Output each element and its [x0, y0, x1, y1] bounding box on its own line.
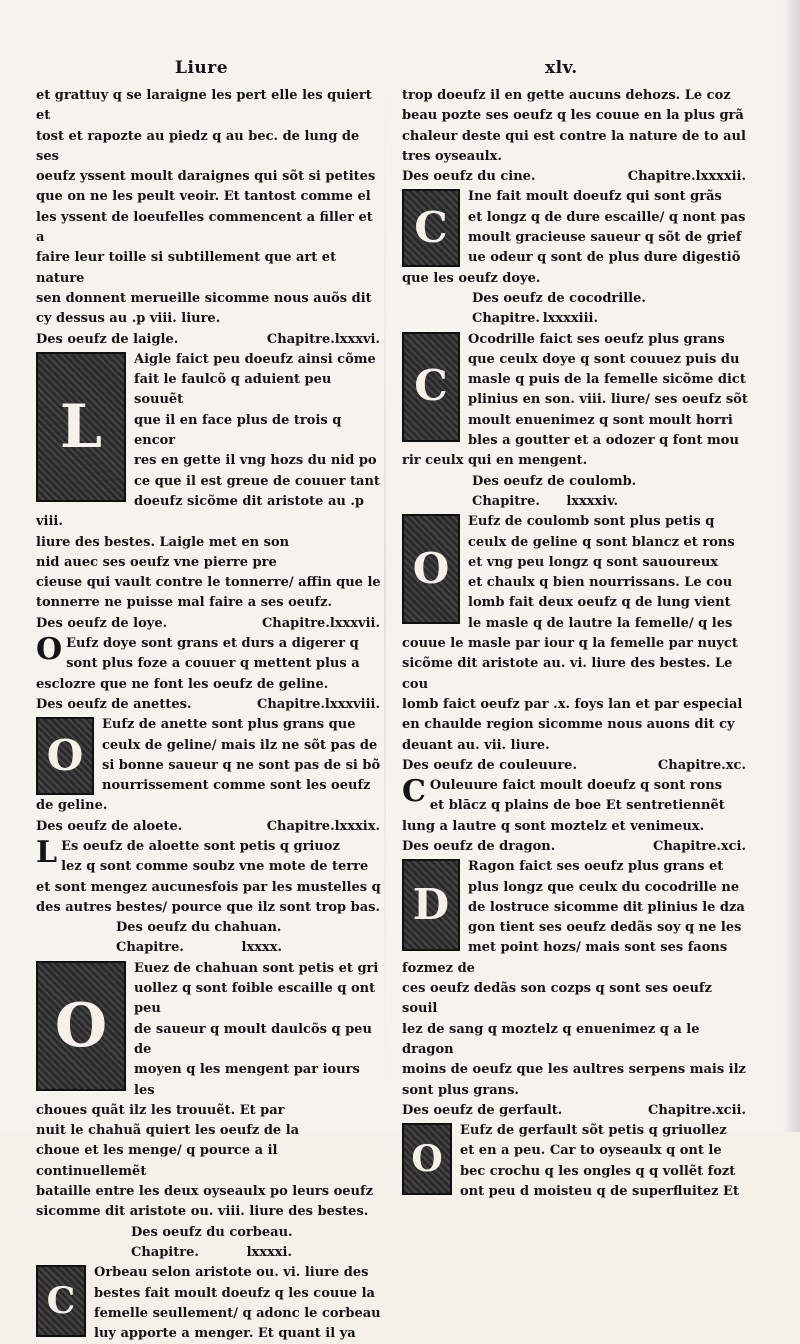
intro-paragraph	[402, 86, 748, 167]
section-title: Des oeufz du corbeau.	[131, 1224, 293, 1240]
text-line: lez q sont comme soubz vne mote de terre	[61, 859, 369, 875]
text-line: cy dessus au .p viii. liure.	[36, 311, 221, 327]
section-heading	[402, 837, 748, 857]
text-line: ue odeur q sont de plus dure digestiõ	[468, 250, 741, 266]
text-line: lung a lautre q sont moztelz et venimeux.	[402, 818, 705, 834]
section-title: Des oeufz de loye.	[36, 615, 168, 631]
text-line: ceulx de geline/ mais ilz ne sõt pas de	[102, 737, 378, 753]
text-line: et grattuy q se laraigne les pert elle les quiert et	[36, 88, 372, 124]
chapter-number: lxxxxiii.	[542, 311, 598, 327]
section-body	[36, 634, 382, 695]
text-line: et sont mengez aucunesfois par les mustelles q	[36, 879, 381, 895]
section-body	[402, 187, 748, 288]
section-title: Des oeufz de aloete.	[36, 818, 183, 834]
text-line: trop doeufz il en gette aucuns dehozs. Le coz	[402, 88, 731, 103]
section-body	[36, 1263, 382, 1344]
text-line: moult gracieuse saueur q sõt de grief	[468, 230, 742, 246]
text-line: si bonne saueur q ne sont pas de si bõ	[102, 757, 381, 773]
text-line: en chaulde region sicomme nous auons dit cy	[402, 717, 735, 733]
right-column	[402, 86, 748, 1202]
chapter-label: Chapitre.lxxxvi.	[266, 331, 380, 347]
section-body	[36, 959, 382, 1223]
running-head-right: xlv.	[545, 58, 578, 78]
text-line: Euez de chahuan sont petis et gri	[134, 960, 379, 976]
text-line: que on ne les peult veoir. Et tantost comme el	[36, 189, 371, 205]
text-line: choue et les menge/ q pource a il continuellemẽt	[36, 1143, 278, 1179]
initial-letter: C	[402, 776, 426, 810]
text-line: Orbeau selon aristote ou. vi. liure des	[94, 1265, 369, 1281]
text-line: femelle seullement/ q adonc le corbeau	[94, 1305, 381, 1321]
text-line: Eufz de gerfault sõt petis q griuollez	[460, 1123, 727, 1139]
section-text	[36, 837, 382, 918]
chapter-label: Chapitre.lxxxvii.	[261, 615, 380, 631]
decorated-initial: O	[36, 961, 126, 1091]
text-line: sicõme dit aristote au. vi. liure des bestes. Le cou	[402, 656, 733, 692]
text-line: que les oeufz doye.	[402, 270, 541, 286]
text-line: nid auec ses oeufz vne pierre pre	[36, 554, 277, 570]
section-heading	[36, 918, 382, 938]
text-line: met point hozs/ mais sont ses faons fozmez de	[402, 940, 728, 976]
text-line: plinius en son. viii. liure/ ses oeufz sõt	[468, 392, 748, 408]
text-line: sen donnent merueille sicomme nous auõs dit	[36, 290, 372, 306]
text-line: lomb faict oeufz par .x. foys lan et par especial	[402, 696, 743, 712]
decorated-initial: O	[402, 514, 460, 624]
decorated-initial: C	[402, 332, 460, 442]
text-line: fait le faulcõ q aduient peu souuẽt	[134, 372, 332, 408]
text-line: esclozre que ne font les oeufz de geline.	[36, 676, 329, 692]
section-heading	[36, 614, 382, 634]
text-line: uollez q sont foible escaille q ont peu	[134, 981, 376, 1017]
section-heading	[36, 1223, 382, 1243]
text-line: oeufz yssent moult daraignes qui sõt si petites	[36, 169, 376, 185]
section-heading	[402, 289, 748, 309]
text-line: sont plus foze a couuer q mettent plus a	[66, 656, 360, 672]
text-line: sicomme dit aristote ou. viii. liure des bestes.	[36, 1204, 369, 1220]
text-line: et en a peu. Car to oyseaulx q ont le	[460, 1143, 722, 1159]
section-body	[402, 1121, 748, 1202]
text-line: Es oeufz de aloette sont petis q griuoz	[61, 838, 340, 854]
text-line: Aigle faict peu doeufz ainsi cõme	[134, 351, 376, 367]
section-body	[36, 350, 382, 614]
text-line: tres oyseaulx.	[402, 148, 502, 164]
chapter-label: Chapitre.	[472, 311, 540, 327]
text-line: bestes fait moult doeufz q les couue la	[94, 1285, 375, 1301]
decorated-initial: O	[402, 1123, 452, 1195]
section-body	[402, 512, 748, 756]
initial-letter: O	[36, 634, 63, 668]
chapter-number: lxxxxi.	[246, 1244, 292, 1260]
text-line: ont peu d moisteu q de superfluitez Et	[460, 1184, 739, 1200]
section-heading	[36, 330, 382, 350]
chapter-label: Chapitre.	[131, 1244, 199, 1260]
text-line: choues quãt ilz les trouuẽt. Et par	[36, 1102, 285, 1118]
section-title: Des oeufz de dragon.	[402, 838, 556, 854]
section-heading	[36, 817, 382, 837]
section-heading	[402, 1101, 748, 1121]
section-title: Des oeufz de laigle.	[36, 331, 179, 347]
section-body	[402, 776, 748, 837]
decorated-initial: D	[402, 859, 460, 951]
text-line: bataille entre les deux oyseaulx po leurs oeufz	[36, 1184, 373, 1200]
text-line: lomb fait deux oeufz q de lung vient	[468, 595, 731, 611]
section-title: Des oeufz de anettes.	[36, 696, 192, 712]
text-line: ces oeufz dedãs son cozps q sont ses oeufz souil	[402, 981, 712, 1017]
text-line: de saueur q moult daulcõs q peu de	[134, 1021, 372, 1057]
text-line: ce que il est greue de couuer tant	[134, 473, 380, 489]
text-line: deuant au. vii. liure.	[402, 737, 550, 753]
text-line: beau pozte ses oeufz q les couue en la plus grã	[402, 108, 744, 124]
text-line: res en gette il vng hozs du nid po	[134, 453, 377, 469]
chapter-label: Chapitre.	[472, 493, 540, 509]
text-line: Ragon faict ses oeufz plus grans et	[468, 859, 724, 875]
text-line: Ine fait moult doeufz qui sont grãs	[468, 189, 722, 205]
section-heading	[402, 472, 748, 492]
text-line: plus longz que ceulx du cocodrille ne	[468, 879, 740, 895]
text-line: le masle q de lautre la femelle/ q les	[468, 615, 733, 631]
text-line: que ceulx doye q sont couuez puis du	[468, 351, 740, 367]
text-line: luy apporte a menger. Et quant il ya	[94, 1326, 356, 1342]
section-title: Des oeufz du cine.	[402, 169, 536, 185]
chapter-label: Chapitre.xc.	[657, 757, 746, 773]
text-line: nuit le chahuã quiert les oeufz de la	[36, 1123, 300, 1139]
intro-paragraph	[36, 86, 382, 330]
section-title: Des oeufz du chahuan.	[116, 920, 282, 936]
chapter-label: Chapitre.lxxxviii.	[257, 696, 380, 712]
decorated-initial: L	[36, 352, 126, 502]
section-heading	[402, 756, 748, 776]
section-heading	[402, 167, 748, 187]
chapter-label: Chapitre.lxxxxii.	[627, 169, 746, 185]
text-line: tonnerre ne puisse mal faire a ses oeufz.	[36, 595, 333, 611]
section-title: Des oeufz de cocodrille.	[472, 290, 646, 306]
text-line: masle q puis de la femelle sicõme dict	[468, 372, 746, 388]
text-line: de lostruce sicomme dit plinius le dza	[468, 899, 745, 915]
decorated-initial: C	[402, 189, 460, 267]
text-line: Eufz de coulomb sont plus petis q	[468, 514, 715, 530]
text-line: bec crochu q les ongles q q vollẽt fozt	[460, 1163, 736, 1179]
text-line: tost et rapozte au piedz q au bec. de lung de ses	[36, 128, 360, 164]
text-line: que il en face plus de trois q encor	[134, 412, 342, 449]
text-line: et blācz q plains de boe Et sentretiennẽt	[429, 798, 725, 814]
running-head-left: Liure	[175, 58, 229, 78]
section-body	[402, 857, 748, 1101]
left-column	[36, 86, 382, 1344]
section-text	[36, 634, 382, 695]
text-line: doeufz sicõme dit aristote au .p viii.	[36, 493, 364, 530]
text-line: moins de oeufz que les aultres serpens mais ilz	[402, 1062, 746, 1078]
section-title: Des oeufz de couleuure.	[402, 757, 577, 773]
text-line: rir ceulx qui en mengent.	[402, 453, 588, 469]
chapter-number: lxxxx.	[241, 940, 282, 956]
text-line: nourrissement comme sont les oeufz	[102, 778, 371, 794]
chapter-number: lxxxxiv.	[566, 493, 618, 509]
section-text	[402, 1121, 748, 1202]
section-body	[402, 330, 748, 472]
initial-letter: L	[36, 836, 58, 870]
section-body	[36, 715, 382, 816]
page-edge-shadow	[782, 0, 800, 1132]
text-line: ceulx de geline q sont blancz et rons	[468, 534, 735, 550]
chapter-label: Chapitre.	[116, 940, 184, 956]
chapter-line	[402, 309, 748, 329]
text-line: couue le masle par iour q la femelle par nuyct	[402, 636, 738, 652]
decorated-initial: O	[36, 717, 94, 795]
text-line: bles a goutter et a odozer q font mou	[468, 433, 739, 449]
section-heading	[36, 695, 382, 715]
text-line: de geline.	[36, 798, 108, 814]
text-line: et longz q de dure escaille/ q nont pas	[468, 209, 746, 225]
text-line: et chaulx q bien nourrissans. Le cou	[468, 575, 733, 591]
text-line: Eufz de anette sont plus grans que	[102, 717, 356, 733]
chapter-label: Chapitre.lxxxix.	[266, 818, 380, 834]
section-body	[36, 837, 382, 918]
chapter-line	[36, 938, 382, 958]
section-text	[36, 1263, 382, 1344]
chapter-line	[36, 1243, 382, 1263]
chapter-label: Chapitre.xcii.	[648, 1102, 746, 1118]
text-line: Eufz doye sont grans et durs a digerer q	[66, 636, 359, 652]
text-line: chaleur deste qui est contre la nature de to aul	[402, 128, 746, 144]
text-line: moyen q les mengent par iours les	[134, 1062, 360, 1098]
text-line: gon tient ses oeufz dedãs soy q ne les	[468, 920, 742, 936]
section-text	[402, 776, 748, 837]
text-line: sont plus grans.	[402, 1082, 519, 1098]
text-line: les yssent de loeufelles commencent a filler et a	[36, 209, 373, 246]
decorated-initial: C	[36, 1265, 86, 1337]
section-title: Des oeufz de gerfault.	[402, 1102, 563, 1118]
text-line: cieuse qui vault contre le tonnerre/ affin que le	[36, 575, 381, 591]
text-line: et vng peu longz q sont sauoureux	[468, 554, 719, 570]
text-line: Ouleuure faict moult doeufz q sont rons	[429, 778, 723, 794]
text-line: moult enuenimez q sont moult horri	[468, 412, 733, 428]
text-line: faire leur toille si subtillement que art et nature	[36, 250, 337, 286]
text-line: liure des bestes. Laigle met en son	[36, 534, 290, 550]
text-line: lez de sang q moztelz q enuenimez q a le dragon	[402, 1021, 700, 1057]
section-title: Des oeufz de coulomb.	[472, 473, 637, 489]
column-gutter	[384, 80, 386, 1090]
chapter-label: Chapitre.xci.	[652, 838, 746, 854]
text-line: Ocodrille faict ses oeufz plus grans	[468, 331, 725, 347]
chapter-line	[402, 492, 748, 512]
text-line: des autres bestes/ pource que ilz sont trop bas.	[36, 899, 380, 915]
